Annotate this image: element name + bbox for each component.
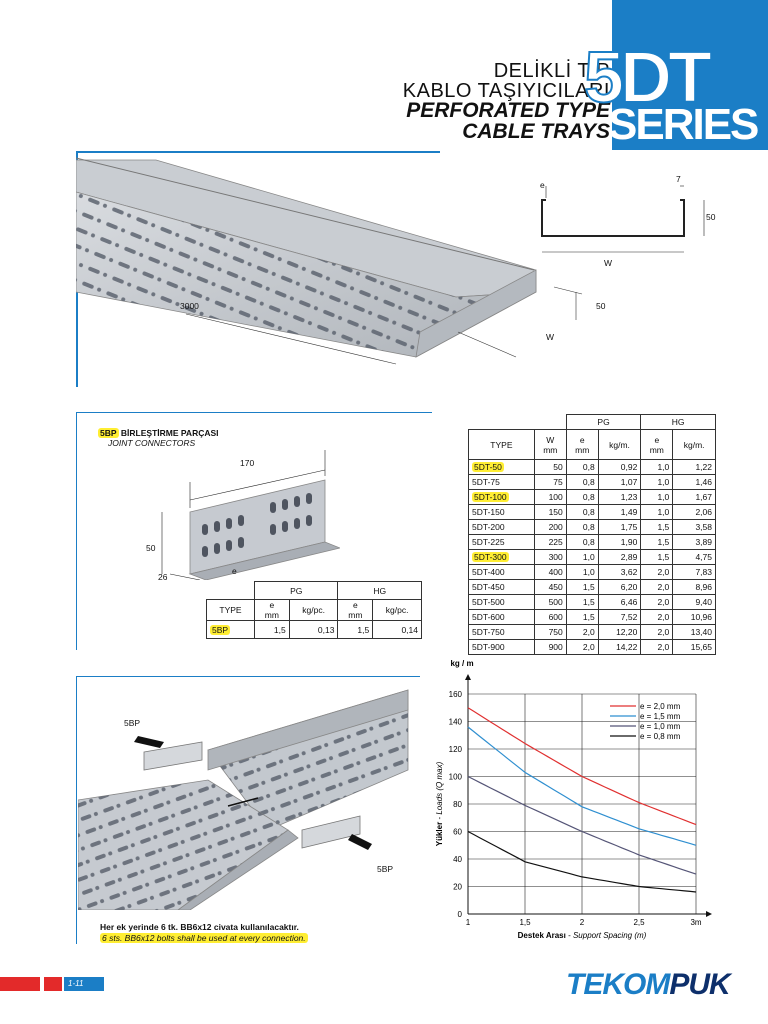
spec-row-hg-kg: 10,96 xyxy=(673,610,716,625)
joint-connector-title-tr: BİRLEŞTİRME PARÇASI xyxy=(120,428,219,438)
spec-row-pg-e: 1,5 xyxy=(566,580,598,595)
table-row xyxy=(469,640,716,655)
chart-y-tick-label: 120 xyxy=(448,745,462,754)
chart-x-tick-label: 3m xyxy=(690,918,702,927)
spec-row-hg-kg: 9,40 xyxy=(673,595,716,610)
spec-row-w: 50 xyxy=(534,460,566,475)
connection-label-top: 5BP xyxy=(124,718,141,728)
spec-row-w: 200 xyxy=(534,520,566,535)
table-row xyxy=(469,550,716,565)
spec-row-pg-kg: 1,49 xyxy=(598,505,641,520)
joint-height-label: 50 xyxy=(146,543,156,553)
table-row xyxy=(469,490,716,505)
spec-row-hg-kg: 1,46 xyxy=(673,475,716,490)
joint-connector-table xyxy=(206,581,422,639)
spec-row-pg-e: 1,0 xyxy=(566,550,598,565)
table-row xyxy=(469,475,716,490)
spec-row-pg-kg: 6,46 xyxy=(598,595,641,610)
spec-row-type: 5DT-500 xyxy=(469,595,535,610)
joint-length-label: 170 xyxy=(240,458,255,468)
chart-y-tick-label: 160 xyxy=(448,690,462,699)
spec-table xyxy=(468,414,716,655)
chart-y-tick-label: 60 xyxy=(453,827,462,837)
spec-row-w: 400 xyxy=(534,565,566,580)
spec-row-w: 450 xyxy=(534,580,566,595)
table-row xyxy=(469,460,716,475)
connection-drawing xyxy=(78,680,418,910)
profile-section-drawing xyxy=(520,170,720,270)
spec-row-hg-kg: 1,67 xyxy=(673,490,716,505)
spec-col-hg-weight: kg/m. xyxy=(673,430,716,460)
spec-row-hg-e: 1,5 xyxy=(641,520,673,535)
jc-group-pg: PG xyxy=(254,582,338,600)
connection-label-bottom: 5BP xyxy=(377,864,394,874)
spec-row-type: 5DT-75 xyxy=(469,475,535,490)
brand-logo: TEKOMPUK xyxy=(566,968,730,1001)
chart-x-axis-arrow xyxy=(706,911,712,917)
spec-row-w: 150 xyxy=(534,505,566,520)
spec-row-w: 100 xyxy=(534,490,566,505)
table-row xyxy=(469,565,716,580)
jc-col-pg-weight: kg/pc. xyxy=(289,600,338,621)
spec-row-hg-e: 2,0 xyxy=(641,610,673,625)
profile-lip-label: 7 xyxy=(676,174,681,184)
chart-legend-label: e = 0,8 mm xyxy=(640,732,681,741)
chart-legend-label: e = 2,0 mm xyxy=(640,702,681,711)
spec-row-type: 5DT-300 xyxy=(474,552,507,562)
chart-x-tick-label: 1,5 xyxy=(519,918,531,927)
title-tr-line2: KABLO TAŞIYICILARI xyxy=(402,80,610,102)
spec-row-pg-kg: 1,90 xyxy=(598,535,641,550)
spec-row-pg-e: 2,0 xyxy=(566,640,598,655)
spec-row-w: 750 xyxy=(534,625,566,640)
series-word: SERIES xyxy=(608,100,758,149)
spec-row-pg-kg: 7,52 xyxy=(598,610,641,625)
connection-note-en: 6 sts. BB6x12 bolts shall be used at every connection. xyxy=(102,933,306,943)
table-row xyxy=(469,535,716,550)
footer-red-bar xyxy=(0,977,40,991)
spec-row-hg-kg: 15,65 xyxy=(673,640,716,655)
chart-y-tick-label: 140 xyxy=(448,717,462,727)
spec-row-hg-e: 1,5 xyxy=(641,550,673,565)
spec-row-type: 5DT-600 xyxy=(469,610,535,625)
spec-row-hg-kg: 7,83 xyxy=(673,565,716,580)
spec-row-pg-e: 0,8 xyxy=(566,490,598,505)
jc-row-hg-kg: 0,14 xyxy=(373,621,422,639)
chart-y-axis-label: Yükler - Loads (Q max) xyxy=(435,761,444,847)
spec-row-w: 225 xyxy=(534,535,566,550)
spec-row-hg-kg: 3,89 xyxy=(673,535,716,550)
spec-row-w: 300 xyxy=(534,550,566,565)
tray-height-label: 50 xyxy=(596,301,606,311)
spec-row-hg-e: 1,0 xyxy=(641,490,673,505)
spec-row-hg-e: 1,5 xyxy=(641,535,673,550)
series-code: 5DT xyxy=(584,38,709,118)
chart-x-label-tr: Destek Arası xyxy=(517,931,566,940)
joint-connector-title xyxy=(98,428,219,438)
chart-y-label-tr: Yükler xyxy=(435,821,444,847)
chart-y-tick-label: 80 xyxy=(453,800,462,809)
chart-y-tick-label: 0 xyxy=(457,910,462,919)
chart-x-tick-label: 2 xyxy=(579,918,585,927)
joint-flange-label: 26 xyxy=(158,572,168,582)
footer-red-bar-small xyxy=(44,977,62,991)
joint-connector-drawing xyxy=(140,450,340,580)
profile-width-label: W xyxy=(604,258,613,268)
table-row xyxy=(469,505,716,520)
spec-row-type: 5DT-150 xyxy=(469,505,535,520)
spec-row-hg-kg: 4,75 xyxy=(673,550,716,565)
profile-height-label: 50 xyxy=(706,212,716,222)
jc-row-pg-e: 1,5 xyxy=(254,621,289,639)
jc-col-pg-e: e mm xyxy=(254,600,289,621)
spec-row-w: 900 xyxy=(534,640,566,655)
jc-row-hg-e: 1,5 xyxy=(338,621,373,639)
table-row xyxy=(469,595,716,610)
spec-row-pg-kg: 14,22 xyxy=(598,640,641,655)
jc-col-hg-e: e mm xyxy=(338,600,373,621)
spec-row-type: 5DT-225 xyxy=(469,535,535,550)
spec-row-hg-e: 2,0 xyxy=(641,625,673,640)
spec-row-pg-e: 1,5 xyxy=(566,610,598,625)
chart-y-tick-label: 100 xyxy=(448,772,462,782)
spec-row-pg-kg: 6,20 xyxy=(598,580,641,595)
spec-row-hg-e: 2,0 xyxy=(641,595,673,610)
jc-group-hg: HG xyxy=(338,582,422,600)
spec-row-type: 5DT-750 xyxy=(469,625,535,640)
spec-row-w: 500 xyxy=(534,595,566,610)
spec-row-type: 5DT-200 xyxy=(469,520,535,535)
chart-x-label-en: Support Spacing (m) xyxy=(572,931,647,940)
title-en-line2: CABLE TRAYS xyxy=(462,120,610,143)
spec-row-pg-e: 1,0 xyxy=(566,565,598,580)
table-row xyxy=(469,520,716,535)
spec-row-type: 5DT-900 xyxy=(469,640,535,655)
page-number: 1-11 xyxy=(64,977,104,991)
spec-col-pg-weight: kg/m. xyxy=(598,430,641,460)
spec-row-hg-e: 1,0 xyxy=(641,460,673,475)
spec-group-hg: HG xyxy=(641,415,716,430)
chart-y-tick-label: 20 xyxy=(453,882,462,892)
spec-row-pg-kg: 1,07 xyxy=(598,475,641,490)
chart-legend-label: e = 1,5 mm xyxy=(640,712,681,721)
chart-x-tick-label: 2,5 xyxy=(633,918,645,927)
spec-row-hg-kg: 8,96 xyxy=(673,580,716,595)
table-row xyxy=(207,621,422,639)
spec-row-pg-e: 2,0 xyxy=(566,625,598,640)
title-en-line1: PERFORATED TYPE xyxy=(406,99,610,122)
spec-row-hg-kg: 13,40 xyxy=(673,625,716,640)
table-row xyxy=(469,625,716,640)
spec-row-pg-kg: 12,20 xyxy=(598,625,641,640)
chart-y-label-en: Loads (Q max) xyxy=(435,761,444,815)
jc-col-type: TYPE xyxy=(207,600,255,621)
spec-row-pg-e: 0,8 xyxy=(566,520,598,535)
spec-row-hg-e: 2,0 xyxy=(641,565,673,580)
spec-row-hg-e: 2,0 xyxy=(641,580,673,595)
spec-row-w: 600 xyxy=(534,610,566,625)
chart-y-axis-arrow xyxy=(465,674,471,680)
tray-width-label: W xyxy=(546,332,555,342)
spec-row-pg-e: 0,8 xyxy=(566,505,598,520)
spec-row-pg-kg: 1,75 xyxy=(598,520,641,535)
spec-row-type: 5DT-400 xyxy=(469,565,535,580)
chart-y-tick-label: 40 xyxy=(453,855,462,864)
spec-row-pg-e: 1,5 xyxy=(566,595,598,610)
spec-row-pg-e: 0,8 xyxy=(566,475,598,490)
chart-y-unit-label: kg / m xyxy=(450,659,474,668)
spec-row-type: 5DT-100 xyxy=(474,492,507,502)
spec-row-pg-e: 0,8 xyxy=(566,460,598,475)
spec-row-type: 5DT-50 xyxy=(474,462,502,472)
joint-thickness-label: e xyxy=(232,566,237,576)
joint-connector-title-en: JOINT CONNECTORS xyxy=(108,438,196,448)
load-chart xyxy=(428,656,728,956)
spec-row-hg-kg: 1,22 xyxy=(673,460,716,475)
tray-length-label: 3000 xyxy=(180,301,199,311)
spec-row-pg-kg: 3,62 xyxy=(598,565,641,580)
spec-row-hg-e: 1,0 xyxy=(641,505,673,520)
chart-legend-label: e = 1,0 mm xyxy=(640,722,681,731)
chart-x-axis-label: Destek Arası - Support Spacing (m) xyxy=(517,931,647,940)
spec-col-pg-e: e mm xyxy=(566,430,598,460)
title-tr-line1: DELİKLİ TİP xyxy=(493,60,610,82)
table-row xyxy=(469,580,716,595)
profile-thickness-label: e xyxy=(540,180,545,190)
spec-group-pg: PG xyxy=(566,415,641,430)
spec-col-w: W mm xyxy=(534,430,566,460)
chart-x-tick-label: 1 xyxy=(465,918,471,927)
jc-row-type: 5BP xyxy=(212,624,229,635)
spec-col-hg-e: e mm xyxy=(641,430,673,460)
spec-row-type: 5DT-450 xyxy=(469,580,535,595)
spec-row-pg-kg: 0,92 xyxy=(598,460,641,475)
spec-col-type: TYPE xyxy=(469,430,535,460)
table-row xyxy=(469,610,716,625)
spec-row-w: 75 xyxy=(534,475,566,490)
spec-row-pg-kg: 1,23 xyxy=(598,490,641,505)
spec-row-pg-kg: 2,89 xyxy=(598,550,641,565)
spec-row-hg-e: 1,0 xyxy=(641,475,673,490)
jc-row-pg-kg: 0,13 xyxy=(289,621,338,639)
jc-col-hg-weight: kg/pc. xyxy=(373,600,422,621)
joint-connector-code: 5BP xyxy=(100,428,117,438)
spec-row-hg-kg: 3,58 xyxy=(673,520,716,535)
spec-row-pg-e: 0,8 xyxy=(566,535,598,550)
spec-row-hg-e: 2,0 xyxy=(641,640,673,655)
connection-note-tr: Her ek yerinde 6 tk. BB6x12 civata kullanılacaktır. xyxy=(100,922,299,932)
spec-row-hg-kg: 2,06 xyxy=(673,505,716,520)
